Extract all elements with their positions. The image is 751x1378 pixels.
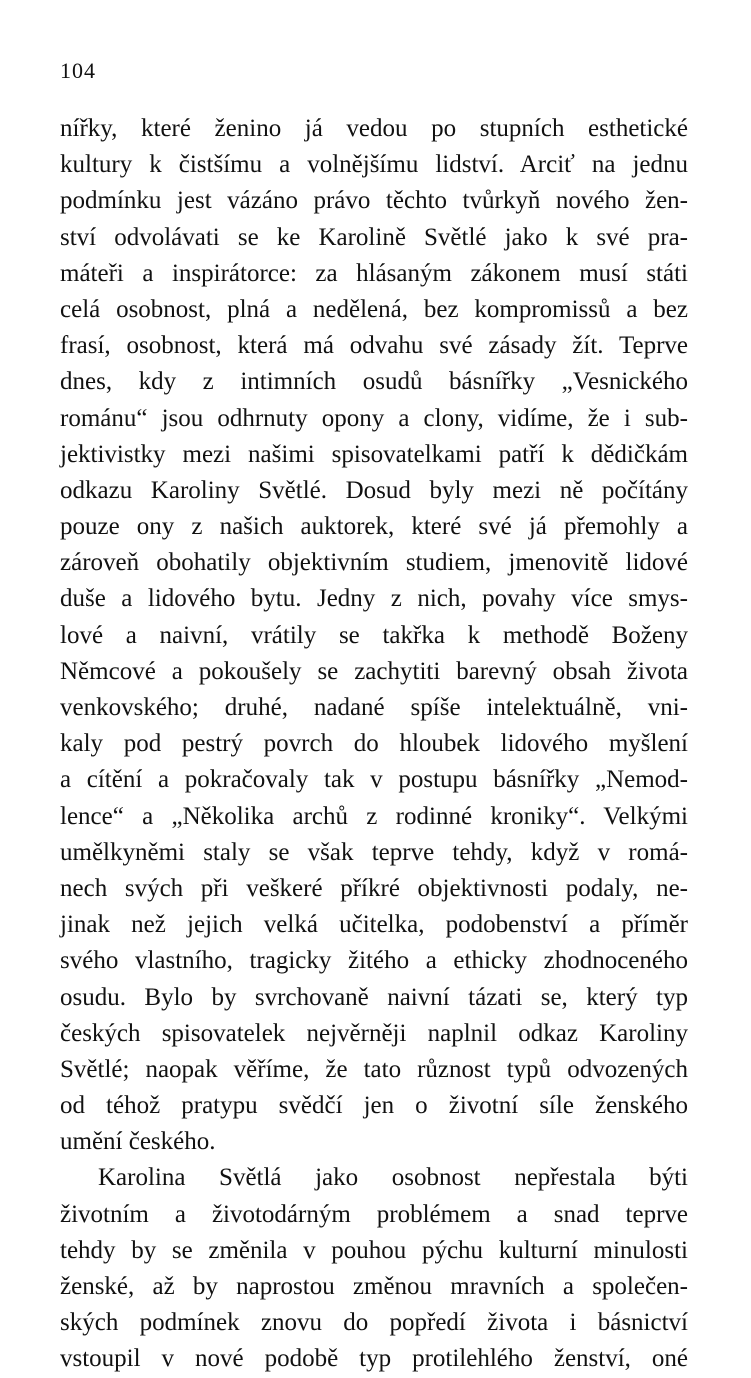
text-line: Karolina Světlá jako osobnost nepřestala býti — [98, 1164, 688, 1192]
paragraph — [60, 111, 688, 1160]
text-line: frasí, osobnost, která má odvahu své zásady žít. Teprve — [60, 332, 688, 360]
page-number: 104 — [60, 58, 96, 83]
text-line: Němcové a pokoušely se zachytiti barevný obsah života — [60, 657, 688, 685]
text-line: dnes, kdy z intimních osudů básnířky „Vesnického — [60, 368, 688, 396]
text-line: umění českého. — [60, 1128, 216, 1156]
text-line: jektivistky mezi našimi spisovatelkami patří k dědičkám — [60, 440, 688, 468]
text-line: a cítění a pokračovaly tak v postupu básnířky „Nemod- — [60, 766, 688, 794]
text-line: tehdy by se změnila v pouhou pýchu kulturní minulosti — [60, 1236, 688, 1264]
text-line: svého vlastního, tragicky žitého a ethicky zhodnoceného — [60, 947, 688, 975]
text-line: odkazu Karoliny Světlé. Dosud byly mezi ně počítány — [60, 476, 688, 504]
text-line: máteři a inspirátorce: za hlásaným zákonem musí státi — [60, 259, 688, 287]
text-line: Světlé; naopak věříme, že tato různost typů odvozených — [60, 1055, 688, 1083]
text-line: od téhož pratypu svědčí jen o životní síle ženského — [60, 1092, 688, 1120]
text-line: zároveň obohatily objektivním studiem, jmenovitě lidové — [60, 549, 688, 577]
text-line: lence“ a „Několika archů z rodinné kroniky“. Velkými — [60, 802, 688, 830]
text-line: podmínku jest vázáno právo těchto tvůrkyň nového žen- — [60, 187, 688, 215]
paragraph — [60, 1160, 688, 1377]
text-line: ských podmínek znovu do popředí života i básnictví — [60, 1309, 688, 1337]
text-line: duše a lidového bytu. Jedny z nich, povahy více smys- — [60, 585, 688, 613]
text-line: českých spisovatelek nejvěrněji naplnil odkaz Karoliny — [60, 1019, 688, 1047]
text-line: nířky, které ženino já vedou po stupních esthetické — [60, 115, 688, 142]
text-line: lové a naivní, vrátily se takřka k methodě Boženy — [60, 621, 688, 649]
text-line: vstoupil v nové podobě typ protilehlého ženství, oné — [60, 1345, 688, 1373]
text-line: kultury k čistšímu a volnějšímu lidství. Arciť na jednu — [60, 151, 688, 179]
text-line: ství odvolávati se ke Karolině Světlé jako k své pra- — [60, 223, 688, 251]
text-line: nech svých při veškeré příkré objektivnosti podaly, ne- — [60, 874, 688, 902]
text-line: románu“ jsou odhrnuty opony a clony, vidíme, že i sub- — [60, 404, 688, 432]
text-line: osudu. Bylo by svrchovaně naivní tázati se, který typ — [60, 983, 688, 1011]
text-line: ženské, až by naprostou změnou mravních a společen- — [60, 1273, 688, 1300]
text-line: životním a životodárným problémem a snad teprve — [60, 1200, 688, 1228]
body-text — [60, 111, 688, 1378]
text-line: pouze ony z našich auktorek, které své já přemohly a — [60, 513, 688, 541]
text-line: jinak než jejich velká učitelka, podobenství a příměr — [60, 911, 688, 939]
text-line: kaly pod pestrý povrch do hloubek lidového myšlení — [60, 730, 688, 758]
text-line: umělkyněmi staly se však teprve tehdy, když v romá- — [60, 838, 688, 866]
text-line: celá osobnost, plná a nedělená, bez kompromissů a bez — [60, 295, 688, 323]
text-line: venkovského; druhé, nadané spíše intelektuálně, vni- — [60, 694, 688, 721]
